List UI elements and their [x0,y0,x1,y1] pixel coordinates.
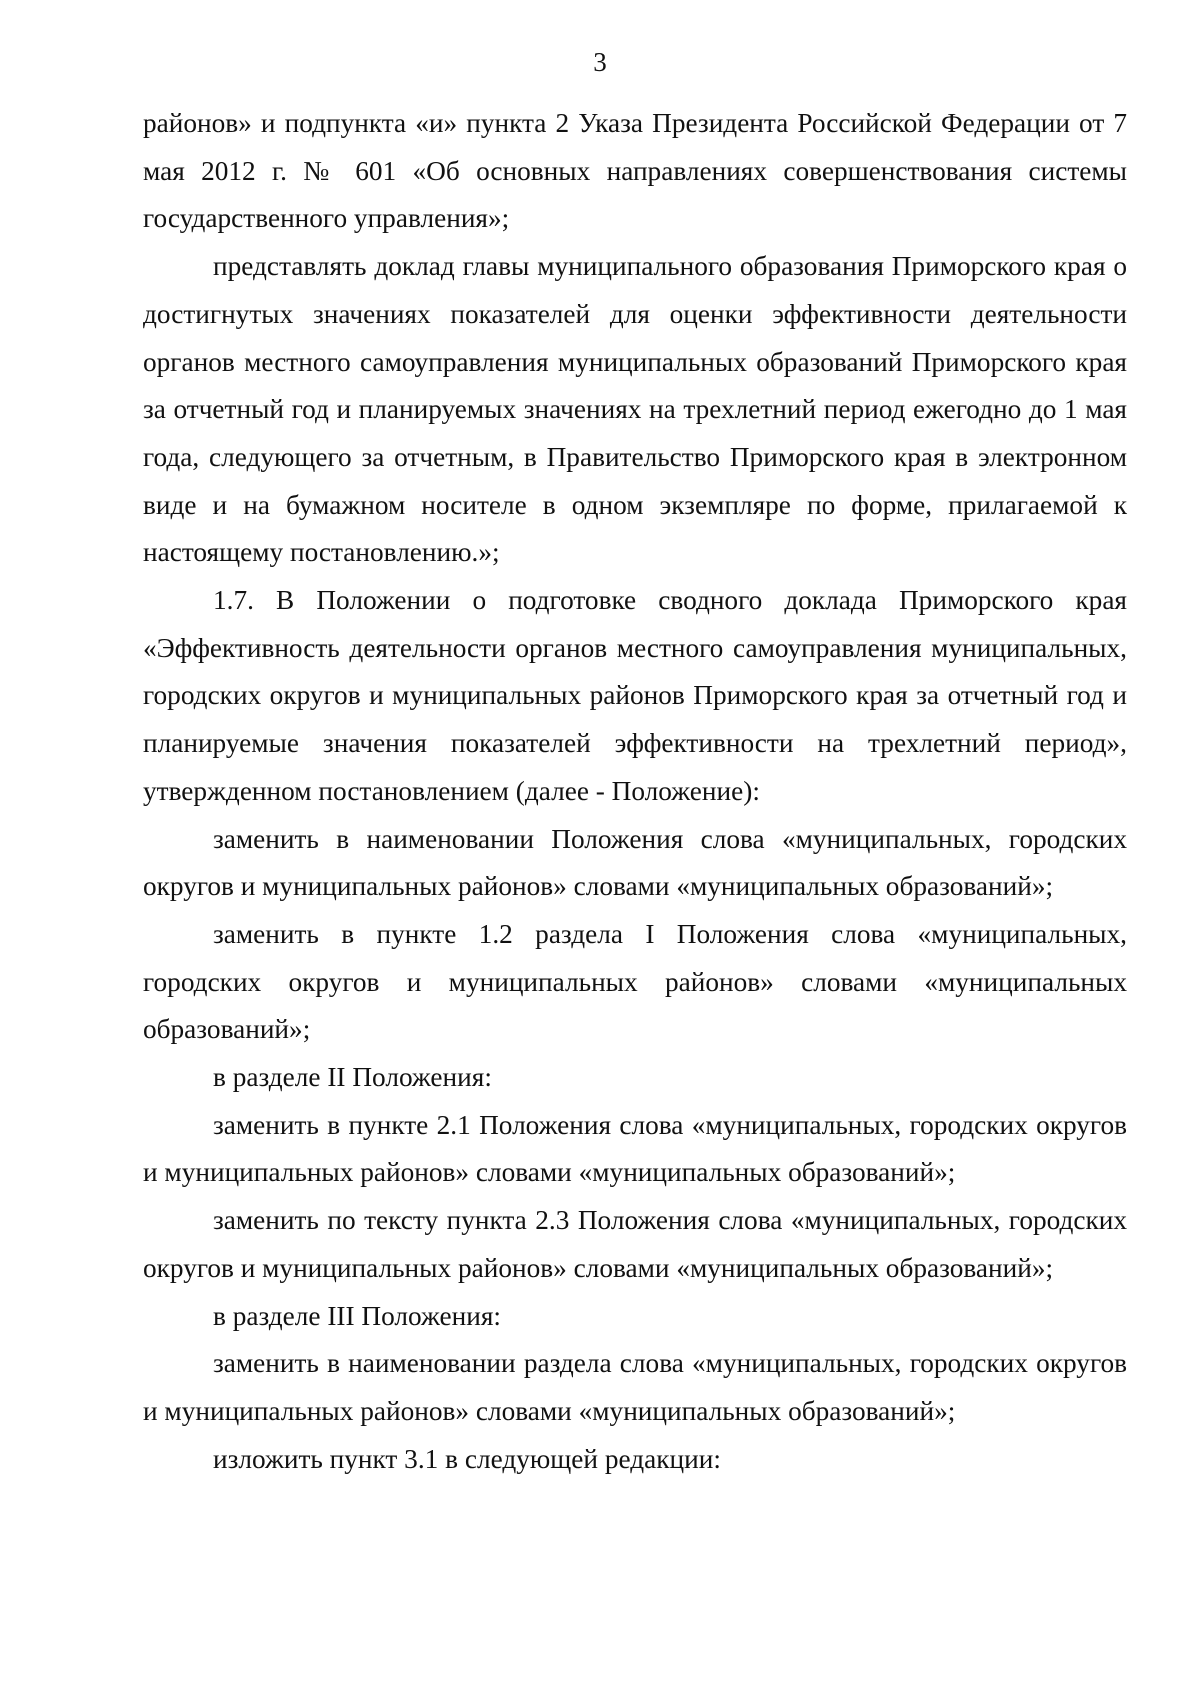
paragraph-9: в разделе III Положения: [213,1300,501,1331]
paragraph-4: заменить в наименовании Положения слова «муниципальных, городских округов и муниципальных районов» словами «муниципальных образований»; [143,823,1127,902]
document-body [143,100,1127,1483]
paragraph-1: районов» и подпункта «и» пункта 2 Указа Президента Российской Федерации от 7 мая 2012 г. № 601 «Об основных направлениях совершенствования системы государственного управления»; [143,108,1127,234]
paragraph-7: заменить в пункте 2.1 Положения слова «муниципальных, городских округов и муниципальных районов» словами «муниципальных образований»; [143,1109,1127,1188]
page-number: 3 [593,47,607,77]
paragraph-8: заменить по тексту пункта 2.3 Положения слова «муниципальных, городских округов и муниципальных районов» словами «муниципальных образований»; [143,1205,1127,1283]
paragraph-5: заменить в пункте 1.2 раздела I Положения слова «муниципальных, городских округов и муниципальных районов» словами «муниципальных образований»; [143,918,1127,1045]
paragraph-11: изложить пункт 3.1 в следующей редакции: [213,1443,721,1474]
paragraph-2: представлять доклад главы муниципального образования Приморского края о достигнутых значениях показателей для оценки эффективности деятельности органов местного самоуправления муниципальных образований Приморского края за отчетный год и планируемых значениях на трехлетний период ежегодно до 1 мая года, следующего за отчетным, в Правительство Приморского края в электронном виде и на бумажном носителе в одном экземпляре по форме, прилагаемой к настоящему постановлению.»; [143,251,1127,568]
paragraph-3: 1.7. В Положении о подготовке сводного доклада Приморского края «Эффективность деятельности органов местного самоуправления муниципальных, городских округов и муниципальных районов Приморского края за отчетный год и планируемые значения показателей эффективности на трехлетний период», утвержденном постановлением (далее - Положение): [143,585,1127,806]
paragraph-6: в разделе II Положения: [213,1062,492,1093]
paragraph-10: заменить в наименовании раздела слова «муниципальных, городских округов и муниципальных районов» словами «муниципальных образований»; [143,1348,1127,1426]
